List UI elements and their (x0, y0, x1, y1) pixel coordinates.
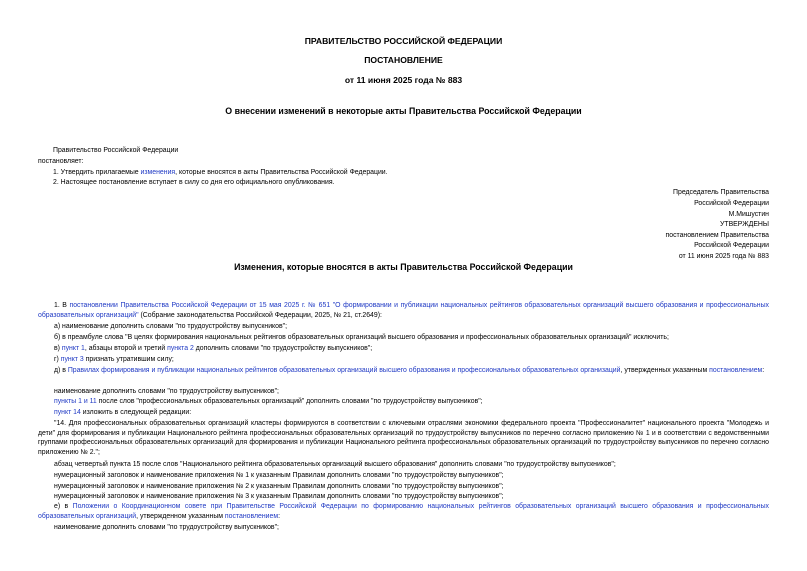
subitem-g: г) пункт 3 признать утратившим силу; (54, 356, 174, 363)
subitem-a: а) наименование дополнить словами "по трудоустройству выпускников"; (54, 323, 287, 330)
subitem-b: б) в преамбуле слова "В целях формирования национальных рейтингов образовательных организаций высшего образования и профессиональных образовательных организаций" исключить; (54, 334, 669, 341)
decree-item-1: 1. Утвердить прилагаемые изменения, которые вносятся в акты Правительства Российской Федерации. (53, 169, 388, 176)
subitem-d-line-4: абзац четвертый пункта 15 после слов "Национального рейтинга образовательных организаций высшего образования" дополнить словами "по трудоустройству выпускников"; (54, 461, 616, 468)
subitem-d-line-2: пункты 1 и 11 после слов "профессиональных образовательных организаций" дополнить словами "по трудоустройству выпускников"; (54, 398, 483, 405)
subitem-e: е) в Положении о Координационном совете при Правительстве Российской Федерации по формированию национальных рейтингов образовательных организаций высшего образования и профессиональных образовательных организаций, утвержденном указанным постановлением: (38, 503, 769, 520)
council-regulation-link[interactable]: Положении о Координационном совете при Правительстве Российской Федерации по формированию национальных рейтингов образовательных организаций высшего образования и профессиональных образовательных организаций (38, 503, 769, 520)
resolution-651-link[interactable]: постановлении Правительства Российской Федерации от 15 мая 2025 г. № 651 "О формировании и публикации национальных рейтингов образовательных организаций высшего образования и профессиональных образовательных организаций" (38, 302, 770, 319)
rules-link[interactable]: Правилах формирования и публикации национальных рейтингов образовательных организаций высшего образования и профессиональных образовательных организаций (67, 367, 621, 374)
changes-title: Изменения, которые вносятся в акты Правительства Российской Федерации (234, 262, 573, 272)
resolution-link-2[interactable]: постановлением (224, 512, 279, 520)
subitem-d-line-6: нумерационный заголовок и наименование приложения № 2 к указанным Правилам дополнить словами "по трудоустройству выпускников"; (54, 483, 504, 490)
change-item-1: 1. В постановлении Правительства Российской Федерации от 15 мая 2025 г. № 651 "О формировании и публикации национальных рейтингов образовательных организаций высшего образования и профессиональных образовательных организаций" (Собрание законодательства Российской Федерации, 2025, № 21, ст.2649): (38, 302, 770, 319)
point-14-link[interactable]: пункт 14 (54, 409, 81, 416)
point-1-link[interactable]: пункт 1 (61, 345, 85, 352)
point-2-link[interactable]: пункта 2 (167, 345, 194, 352)
document-date-number: от 11 июня 2025 года № 883 (344, 75, 463, 85)
subitem-d-line-5: нумерационный заголовок и наименование приложения № 1 к указанным Правилам дополнить словами "по трудоустройству выпускников"; (54, 472, 504, 479)
approved-by: постановлением Правительства (665, 232, 769, 239)
changes-link[interactable]: изменения (140, 169, 176, 176)
subitem-d-line-7: нумерационный заголовок и наименование приложения № 3 к указанным Правилам дополнить словами "по трудоустройству выпускников"; (54, 493, 504, 500)
subitem-d: д) в Правилах формирования и публикации национальных рейтингов образовательных организаций высшего образования и профессиональных образовательных организаций, утвержденных указанным постановлением: (54, 367, 765, 374)
approved-date: от 11 июня 2025 года № 883 (678, 253, 769, 260)
signature-country: Российской Федерации (694, 200, 769, 207)
document-title: О внесении изменений в некоторые акты Правительства Российской Федерации (225, 106, 582, 116)
decree-item-2: 2. Настоящее постановление вступает в силу со дня его официального опубликования. (53, 179, 335, 186)
subitem-v: в) пункт 1, абзацы второй и третий пункта 2 дополнить словами "по трудоустройству выпускников"; (54, 345, 373, 352)
points-1-11-link[interactable]: пункты 1 и 11 (54, 398, 97, 405)
resolution-link[interactable]: постановлением (709, 367, 763, 374)
issuer-heading: ПРАВИТЕЛЬСТВО РОССИЙСКОЙ ФЕДЕРАЦИИ (304, 36, 503, 46)
subitem-d-line-1: наименование дополнить словами "по трудоустройству выпускников"; (54, 388, 279, 395)
preamble-line-2: постановляет: (38, 158, 84, 165)
subitem-d-line-3: пункт 14 изложить в следующей редакции: (54, 409, 192, 416)
approved-stamp: УТВЕРЖДЕНЫ (720, 221, 769, 228)
subitem-e-line-1: наименование дополнить словами "по трудоустройству выпускников"; (54, 524, 279, 531)
point-3-link[interactable]: пункт 3 (60, 356, 84, 363)
preamble-line-1: Правительство Российской Федерации (53, 147, 179, 154)
approved-country: Российской Федерации (694, 242, 769, 249)
signature-position: Председатель Правительства (673, 189, 769, 196)
document-type-heading: ПОСТАНОВЛЕНИЕ (364, 55, 443, 65)
signature-name: М.Мишустин (728, 211, 769, 218)
point-14-quote: "14. Для профессиональных образовательных организаций кластеры формируются в соответствии с ключевыми отраслями экономики федерального проекта "Профессионалитет" национального проекта "Молодежь и дети" для формирования и публикации Национального рейтинга профессиональных образовательных организаций по трудоустройству выпускников по перечню согласно приложению № 1 и в соответствии с ведомственными группами профессиональных образовательных организаций для формирования и публикации Национального рейтинга профессиональных образовательных организаций по трудоустройству выпускников по перечню согласно приложению № 2."; (38, 420, 769, 456)
